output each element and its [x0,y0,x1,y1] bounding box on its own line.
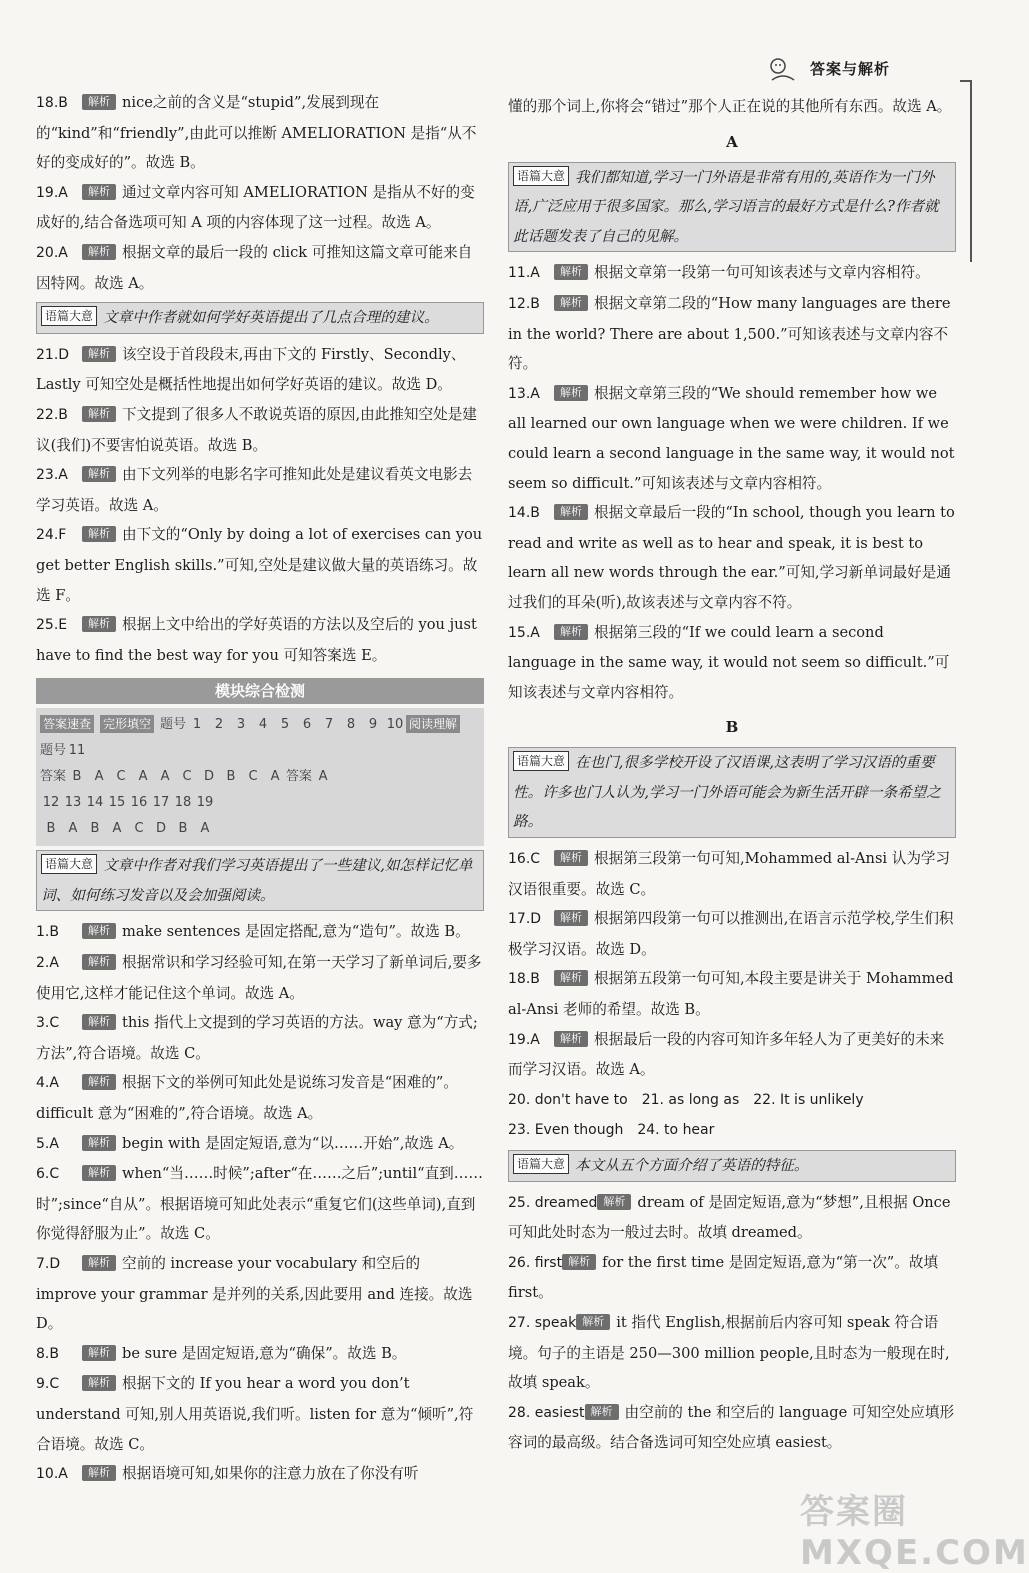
answer-number: 25.E [36,617,68,634]
key-row [40,764,480,790]
answer-text: 由下文列举的电影名字可推知此处是建议看英文电影去学习英语。故选 A。 [36,466,473,514]
smiley-icon [766,56,800,84]
answer-item [36,1068,484,1128]
fill-answer: 22. It is unlikely [753,1091,864,1108]
key-row-head: 题号 [40,743,67,759]
left-column [36,88,484,1490]
answer-text: when“当……时候”;after“在……之后”;until“直到……时”;since“自从”。根据语境可知此处表示“重复它们(这些单词),直到你觉得舒服为止”。故选 C。 [36,1165,483,1243]
answer-number: 21.D [36,346,70,363]
answer-item [36,1129,484,1160]
answer-text: for the first time 是固定短语,意为“第一次”。故填 first。 [508,1253,939,1302]
key-num: 1 [192,717,202,733]
answer-item [508,258,956,289]
answer-item [36,1459,484,1490]
answer-text: 根据常识和学习经验可知,在第一天学习了新单词后,要多使用它,这样才能记住这个单词。故选 A。 [36,954,482,1002]
answer-number: 23.A [36,467,68,484]
answer-item [36,1008,484,1068]
analysis-tag: 解析 [554,264,588,280]
summary-banner [508,747,956,838]
answer-number: 5.A [36,1135,59,1152]
analysis-tag: 解析 [82,1014,116,1030]
answer-text: be sure 是固定短语,意为“确保”。故选 B。 [122,1344,407,1362]
analysis-tag: 解析 [82,1165,116,1181]
analysis-tag: 解析 [597,1194,631,1210]
answer-item [508,379,956,498]
key-num: 8 [346,717,356,733]
key-answer: B [178,821,188,837]
answer-text: 根据文章的最后一段的 click 可推知这篇文章可能来自因特网。故选 A。 [36,243,473,292]
answer-number: 19.A [36,184,68,201]
answer-text: 该空设于首段段末,再由下文的 Firstly、Secondly、Lastly 可知空处是概括性地提出如何学好英语的建议。故选 D。 [36,345,466,394]
key-num: 2 [214,717,224,733]
key-answer: B [226,769,236,785]
analysis-tag: 解析 [554,910,588,926]
answer-text: 由下文的“Only by doing a lot of exercises can you get better English skills.”可知,空处是建议做大量的英语练习。故选 F。 [36,526,483,604]
answer-text: 通过文章内容可知 AMELIORATION 是指从不好的变成好的,结合备选项可知 A 项的内容体现了这一过程。故选 A。 [36,183,475,232]
page-header [760,54,960,88]
key-num: 16 [130,795,148,811]
answer-text: it 指代 English,根据前后内容可知 speak 符合语境。句子的主语是 250—300 million people,且时态为一般现在时,故填 speak。 [508,1313,950,1392]
module-title: 模块综合检测 [36,678,484,704]
key-num: 7 [324,717,334,733]
analysis-tag: 解析 [82,406,116,422]
answer-item [36,178,484,238]
summary-label: 语篇大意 [513,1154,569,1174]
answer-text: 根据文章第二段的“How many languages are there in the world? There are about 1,500.”可知该表述与文章内容不符。 [508,294,951,373]
key-num: 5 [280,717,290,733]
key-answer: B [46,821,56,837]
fill-answers-line [508,1115,956,1146]
key-num: 13 [64,795,82,811]
analysis-tag: 解析 [82,346,116,362]
answer-number: 22.B [36,406,68,423]
answer-item [36,460,484,520]
answer-number: 9.C [36,1376,60,1393]
key-answer: B [90,821,100,837]
answer-item [508,904,956,964]
fill-answers-line [508,1085,956,1116]
key-label: 答案速查 [40,715,94,733]
key-num: 4 [258,717,268,733]
answer-text: 根据第三段的“If we could learn a second language in the same way, it would not seem so difficult.”可知该表述与文章内容相符。 [508,623,950,701]
answer-number: 6.C [36,1166,60,1183]
answer-text: 根据语境可知,如果你的注意力放在了你没有听 [122,1465,419,1483]
answer-text: 根据上文中给出的学好英语的方法以及空后的 you just have to find the best way for you 可知答案选 E。 [36,616,477,664]
answer-number: 11.A [508,265,540,282]
analysis-tag: 解析 [576,1314,610,1330]
answer-item [36,917,484,948]
header-title: 答案与解析 [810,60,891,78]
answer-text: 根据最后一段的内容可知许多年轻人为了更美好的未来而学习汉语。故选 A。 [508,1030,945,1079]
answer-text: this 指代上文提到的学习英语的方法。way 意为“方式;方法”,符合语境。故选 C。 [36,1014,478,1062]
key-answer: D [204,769,215,785]
answer-text: 根据第五段第一句可知,本段主要是讲关于 Mohammed al-Ansi 老师的希望。故选 B。 [508,970,954,1019]
key-answer: C [182,769,192,785]
key-section-reading: 阅读理解 [406,715,460,733]
answer-number: 12.B [508,295,540,312]
answer-number: 13.A [508,385,540,402]
answer-number: 16.C [508,851,541,868]
answer-text: 根据下文的 If you hear a word you don’t understand 可知,别人用英语说,我们听。listen for 意为“倾听”,符合语境。故选 C。 [36,1375,474,1453]
analysis-tag: 解析 [82,184,116,200]
watermark: 答案圈 MXQE.COM [800,1492,1029,1573]
key-answer: A [270,769,280,785]
key-num: 3 [236,717,246,733]
analysis-tag: 解析 [82,616,116,632]
analysis-tag: 解析 [82,1375,116,1391]
answer-item [36,400,484,460]
answer-number: 8.B [36,1345,59,1362]
summary-label: 语篇大意 [41,306,97,326]
section-b-heading: B [725,718,739,737]
answer-text: 根据文章最后一段的“In school, though you learn to read and write as well as to hear and speak, it is best to learn all new words through the ear.”可知,学习新单词最好是通过我们的耳朵(听),故该表述与文章内容不符。 [508,504,955,611]
key-row [40,790,480,816]
continued-text: 懂的那个词上,你将会“错过”那个人正在说的其他所有东西。故选 A。 [508,98,952,115]
fill-answer: 21. as long as [641,1091,740,1108]
key-answer: A [112,821,122,837]
summary-text: 文章中作者对我们学习英语提出了一些建议,如怎样记忆单词、如何练习发音以及会加强阅读。 [41,857,473,904]
answer-number: 1.B [36,924,59,941]
answer-number: 15.A [508,624,540,641]
answer-item [508,618,956,708]
analysis-tag: 解析 [82,526,116,542]
key-num: 11 [68,743,86,759]
summary-label: 语篇大意 [513,751,569,771]
key-num: 10 [386,717,404,733]
answer-number: 2.A [36,955,59,972]
answer-text: 根据第三段第一句可知,Mohammed al-Ansi 认为学习汉语很重要。故选 C。 [508,850,951,898]
analysis-tag: 解析 [554,385,588,401]
fill-answer: 24. to hear [637,1122,715,1139]
answer-number: 27. speak [508,1314,577,1331]
key-answer: C [134,821,144,837]
answer-item [508,1308,956,1398]
key-num: 6 [302,717,312,733]
analysis-tag: 解析 [82,1135,116,1151]
summary-banner [508,162,956,253]
key-answer: C [116,769,126,785]
analysis-tag: 解析 [554,970,588,986]
key-answer: D [155,821,166,837]
analysis-tag: 解析 [554,295,588,311]
analysis-tag: 解析 [82,1345,116,1361]
summary-banner [508,1150,956,1182]
answer-key-table [36,708,484,846]
answer-text: 根据第四段第一句可以推测出,在语言示范学校,学生们积极学习汉语。故选 D。 [508,910,954,958]
key-row [40,712,480,764]
analysis-tag: 解析 [554,504,588,520]
answer-text: 根据文章第三段的“We should remember how we all learned our own language when we were children. If we could learn a second language in the same way, it would not seem so difficult.”可知该表述与文章内容相符。 [508,384,955,492]
answer-item [508,844,956,904]
answer-item [36,610,484,670]
answer-item [508,1398,956,1458]
answer-item [508,498,956,617]
answer-number: 4.A [36,1075,59,1092]
answer-text: 根据文章第一段第一句可知该表述与文章内容相符。 [594,264,930,282]
answer-item [36,238,484,298]
key-num: 18 [174,795,192,811]
analysis-tag: 解析 [554,1031,588,1047]
key-row-head: 题号 [160,717,187,733]
answer-item [36,520,484,610]
analysis-tag: 解析 [554,624,588,640]
answer-number: 20.A [36,244,68,261]
answer-number: 18.B [36,95,68,111]
summary-text: 文章中作者就如何学好英语提出了几点合理的建议。 [103,309,439,327]
analysis-tag: 解析 [554,850,588,866]
answer-text: 由空前的 the 和空后的 language 可知空处应填形容词的最高级。结合备选词可知空处应填 easiest。 [508,1403,955,1452]
header-bracket [960,80,972,262]
answer-text: 下文提到了很多人不敢说英语的原因,由此推知空处是建议(我们)不要害怕说英语。故选 B。 [36,405,477,454]
answer-item [508,1025,956,1085]
answer-text: 根据下文的举例可知此处是说练习发音是“困难的”。difficult 意为“困难的”,符合语境。故选 A。 [36,1074,458,1123]
fill-answer: 23. Even though [508,1122,624,1139]
answer-number: 25. dreamed [508,1194,598,1211]
key-section-cloze: 完形填空 [100,715,154,733]
summary-text: 我们都知道,学习一门外语是非常有用的,英语作为一门外语,广泛应用于很多国家。那么,学习语言的最好方式是什么?作者就此话题发表了自己的见解。 [513,168,939,245]
answer-number: 7.D [36,1256,61,1272]
key-row [40,816,480,842]
answer-item [508,1248,956,1308]
analysis-tag: 解析 [82,244,116,260]
key-answer-head: 答案 [286,769,313,785]
summary-text: 本文从五个方面介绍了英语的特征。 [575,1157,809,1174]
answer-number: 26. first [508,1254,563,1271]
answer-number: 28. easiest [508,1404,585,1421]
key-answer: A [94,769,104,785]
analysis-tag: 解析 [82,954,116,970]
key-answer: A [68,821,78,837]
answer-number: 24.F [36,527,67,544]
right-column [508,92,956,1458]
key-answer: A [200,821,210,837]
key-answer-head: 答案 [40,769,67,785]
answer-text: nice之前的含义是“stupid”,发展到现在的“kind”和“friendly”,由此可以推断 AMELIORATION 是指“从不好的变成好的”。故选 B。 [36,94,477,172]
analysis-tag: 解析 [82,1255,116,1271]
analysis-tag: 解析 [82,1074,116,1090]
answer-item [36,88,484,178]
answer-item [508,964,956,1024]
key-num: 19 [196,795,214,811]
answer-number: 17.D [508,911,542,928]
fill-answer: 20. don't have to [508,1091,628,1108]
analysis-tag: 解析 [585,1404,619,1420]
answer-number: 3.C [36,1015,60,1032]
key-num: 12 [42,795,60,811]
analysis-tag: 解析 [82,94,116,110]
answer-item [36,1339,484,1370]
answer-text: 空前的 increase your vocabulary 和空后的 improve your grammar 是并列的关系,因此要用 and 连接。故选 D。 [36,1255,473,1333]
summary-label: 语篇大意 [41,854,97,874]
summary-label: 语篇大意 [513,166,569,186]
answer-item [36,948,484,1008]
analysis-tag: 解析 [82,466,116,482]
key-num: 14 [86,795,104,811]
key-num: 15 [108,795,126,811]
summary-text: 在也门,很多学校开设了汉语课,这表明了学习汉语的重要性。许多也门人认为,学习一门外语可能会为新生活开辟一条希望之路。 [513,754,941,831]
analysis-tag: 解析 [82,923,116,939]
answer-item [36,1249,484,1339]
analysis-tag: 解析 [82,1465,116,1481]
answer-item [508,1188,956,1248]
answer-number: 14.B [508,505,540,522]
answer-number: 18.B [508,971,540,988]
key-num: 9 [368,717,378,733]
answer-item [36,1369,484,1459]
key-answer: C [248,769,258,785]
summary-banner [36,302,484,334]
answer-item [36,340,484,400]
key-answer: A [138,769,148,785]
analysis-tag: 解析 [562,1254,596,1270]
key-num: 17 [152,795,170,811]
answer-number: 10.A [36,1466,68,1483]
answer-item [508,289,956,379]
answer-text: dream of 是固定短语,意为“梦想”,且根据 Once 可知此处时态为一般过去时。故填 dreamed。 [508,1193,951,1242]
key-answer: B [72,769,82,785]
key-answer: A [318,769,328,785]
key-answer: A [160,769,170,785]
answer-number: 19.A [508,1031,540,1048]
summary-banner [36,850,484,911]
answer-item [36,1159,484,1249]
answer-text: begin with 是固定短语,意为“以……开始”,故选 A。 [122,1134,464,1152]
section-a-heading: A [726,132,738,151]
answer-text: make sentences 是固定搭配,意为“造句”。故选 B。 [122,923,470,941]
